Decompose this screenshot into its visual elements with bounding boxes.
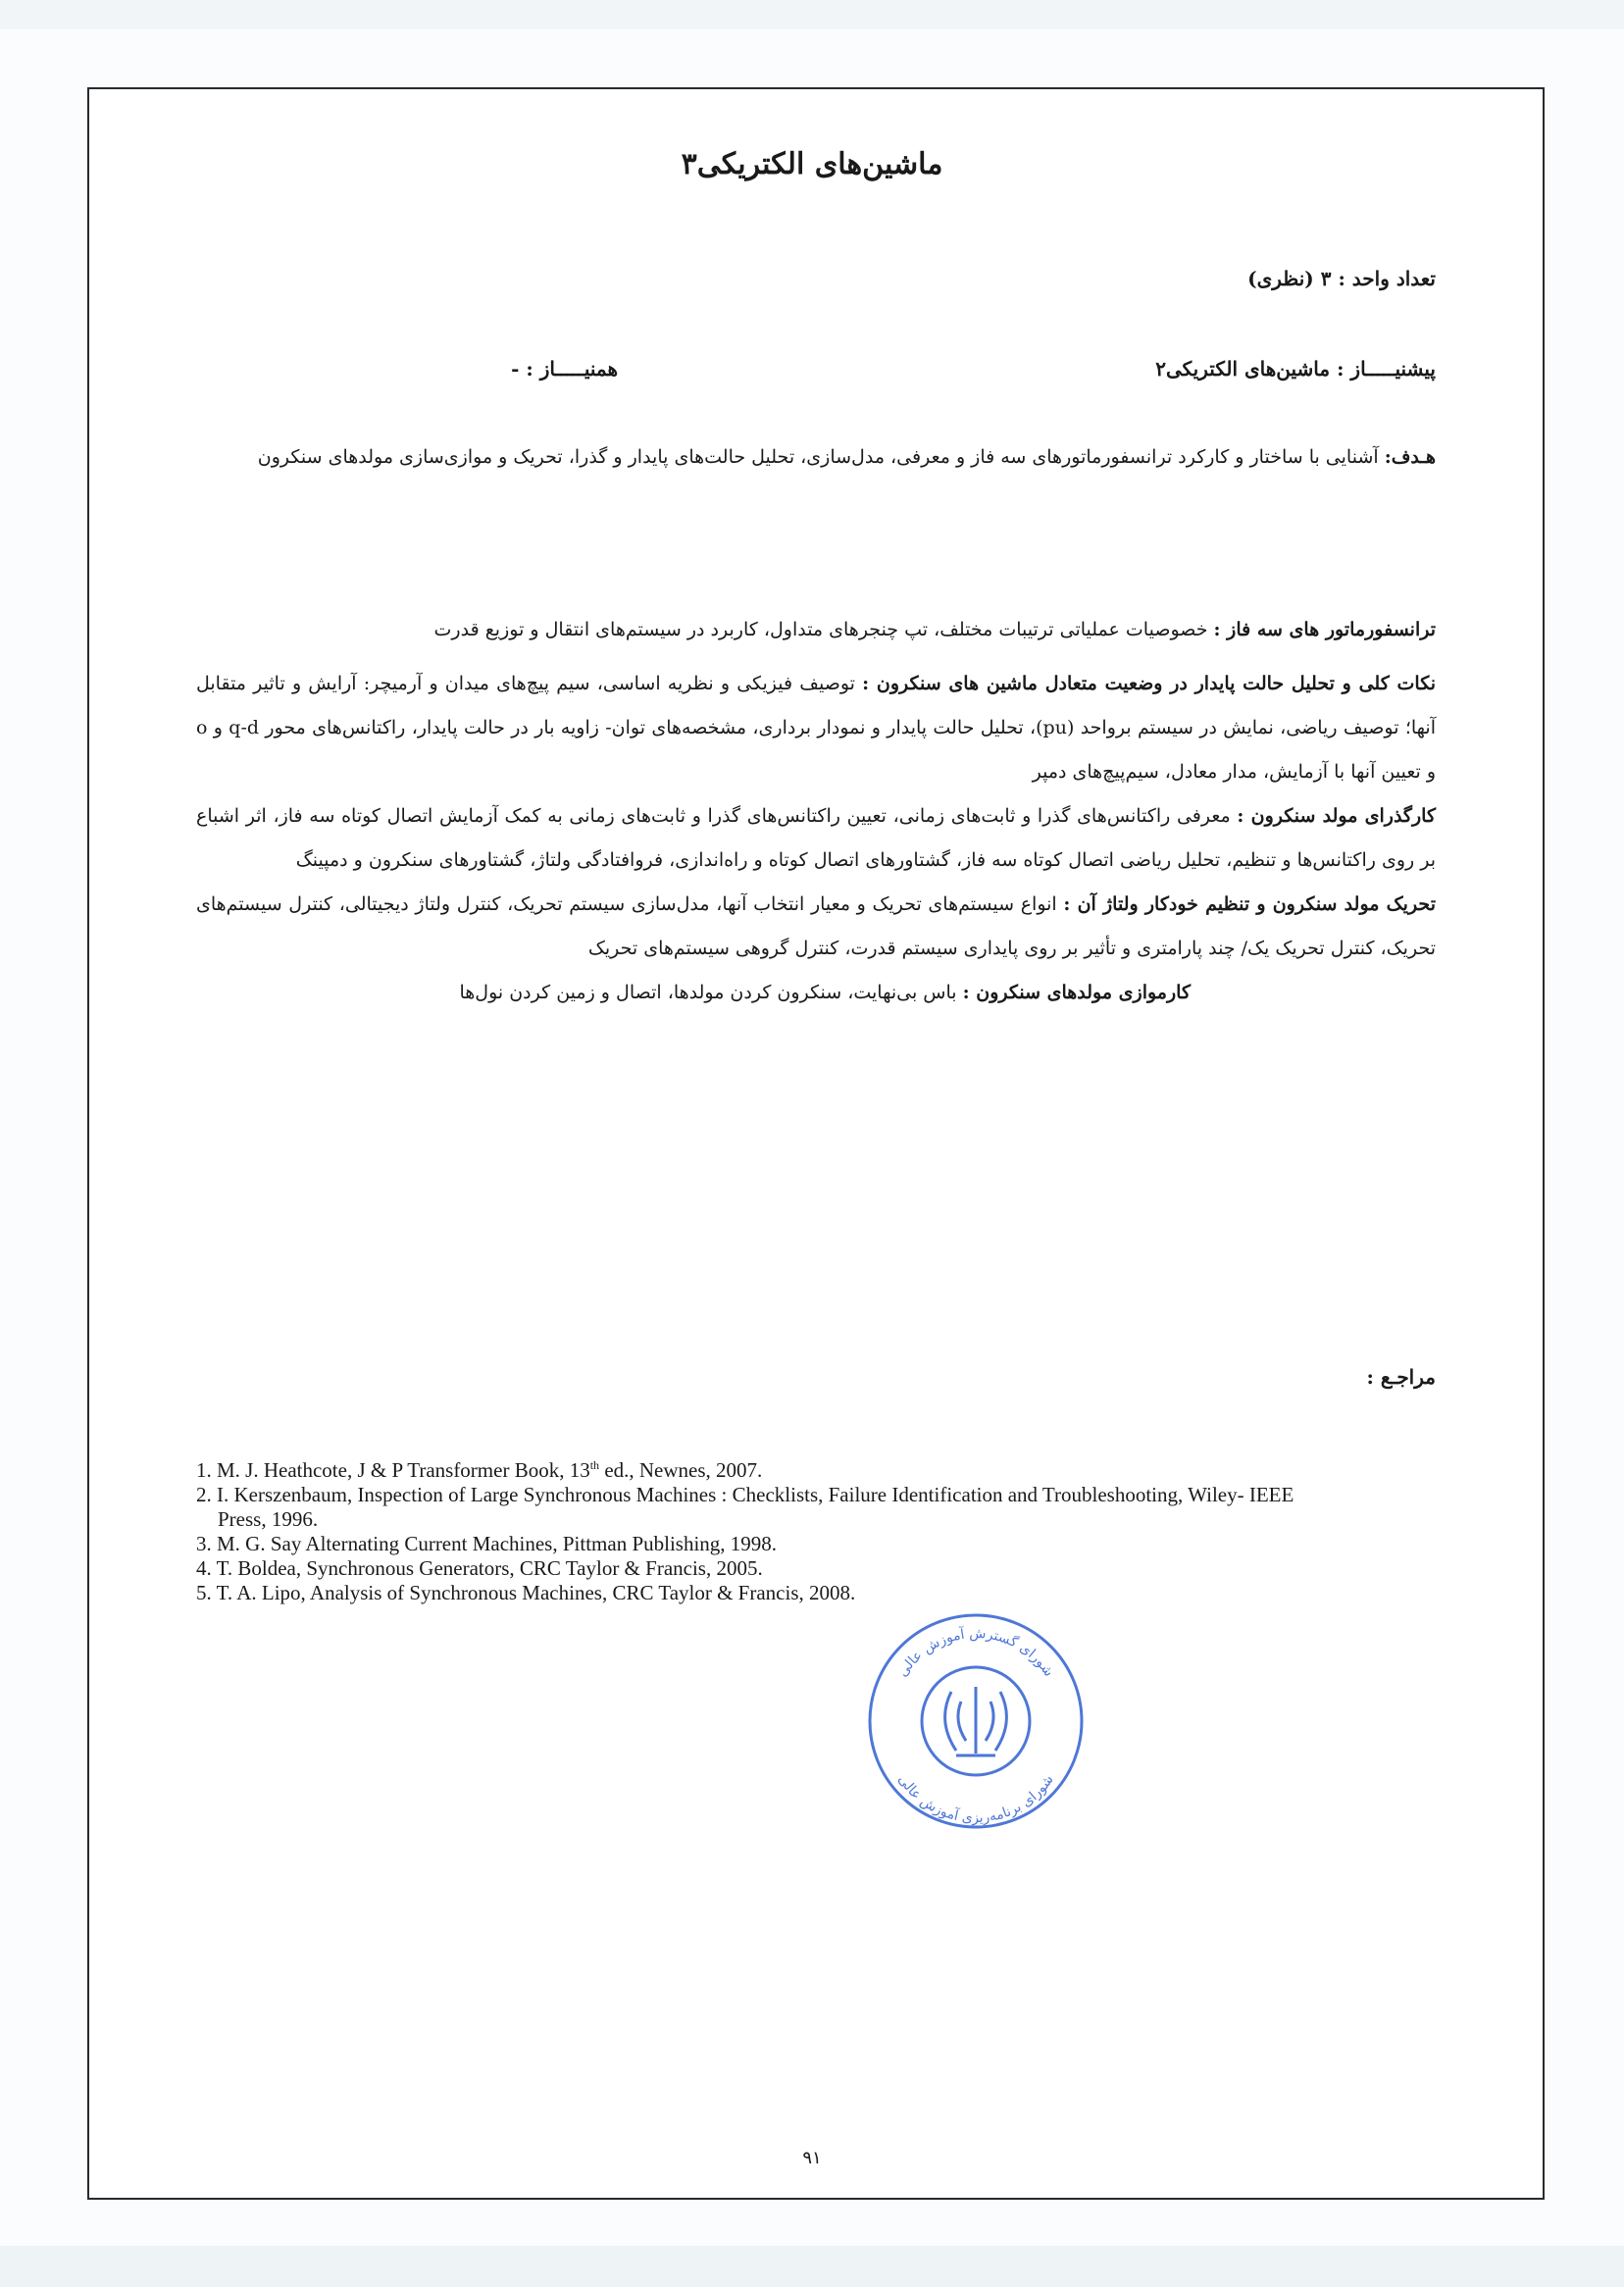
reference-text: 2. I. Kerszenbaum, Inspection of Large Synchronous Machines : Checklists, Failure Identification and Troubleshooting, Wiley- IEEE Press, 1996. [196, 1483, 1294, 1531]
reference-item [196, 1483, 1336, 1532]
scan-bottom-edge [0, 2246, 1624, 2287]
corequisite-value: - [511, 357, 520, 381]
credit-units [1247, 267, 1436, 290]
svg-text:شورای گسترش آموزش عالی [895, 1626, 1057, 1680]
reference-item [196, 1581, 1373, 1605]
topic-item [196, 883, 1436, 971]
reference-text-tail: ed., Newnes, 2007. [599, 1458, 763, 1482]
official-seal-icon [863, 1608, 1089, 1834]
reference-text: 5. T. A. Lipo, Analysis of Synchronous Machines, CRC Taylor & Francis, 2008. [196, 1581, 856, 1604]
topic-heading: کارگذرای مولد سنکرون : [1237, 805, 1436, 827]
topic-text: توصیف فیزیکی و نظریه اساسی، سیم پیچ‌های میدان و آرمیچر: آرایش و تاثیر متقابل آنها؛ توصیف ریاضی، نمایش در سیستم برواحد (pu)، تحلیل حالت پایدار و نمودار برداری، مشخصه‌های توان- زاویه بار در حالت پایدار، راکتانس‌های محور q-d و o و تعیین آنها با آزمایش، مدار معادل، سیم‌پیچ‌های دمپر [196, 673, 1436, 783]
topic-item [196, 971, 1436, 1015]
topic-heading: تحریک مولد سنکرون و تنظیم خودکار ولتاژ آن : [1063, 893, 1436, 915]
references-list [196, 1453, 1373, 1605]
course-topics [196, 608, 1436, 1015]
corequisite [373, 357, 618, 381]
prerequisite-label: پیشنیـــــاز : [1337, 357, 1436, 381]
topic-item [196, 794, 1436, 883]
units-value: ۳ (نظری) [1247, 267, 1332, 290]
page-number: ۹۱ [802, 2148, 822, 2168]
prerequisite [1155, 357, 1436, 381]
topic-text: معرفی راکتانس‌های گذرا و ثابت‌های زمانی، تعیین راکتانس‌های گذرا و ثابت‌های زمانی به کمک آزمایش اتصال کوتاه سه فاز، اثر اشباع بر روی راکتانس‌ها و تنظیم، تحلیل ریاضی اتصال کوتاه سه فاز، گشتاورهای اتصال کوتاه و راه‌اندازی، فروافتادگی ولتاژ، گشتاورهای سنکرون و دمپینگ [196, 805, 1436, 871]
topic-item [196, 662, 1436, 794]
course-goal [196, 435, 1436, 480]
topic-text: باس بی‌نهایت، سنکرون کردن مولدها، اتصال و زمین کردن نول‌ها [459, 982, 957, 1003]
topic-heading: کارموازی مولدهای سنکرون : [962, 982, 1191, 1003]
reference-item [196, 1532, 1373, 1556]
corequisite-label: همنیـــــاز : [526, 357, 618, 381]
seal-text-top: شورای گسترش آموزش عالی [894, 1625, 1057, 1680]
references-heading: مراجـع : [1366, 1365, 1436, 1389]
topic-text: خصوصیات عملیاتی ترتیبات مختلف، تپ چنجرهای متداول، کاربرد در سیستم‌های انتقال و توزیع قدرت [433, 619, 1208, 640]
topic-item [196, 608, 1436, 652]
reference-text: 4. T. Boldea, Synchronous Generators, CRC Taylor & Francis, 2005. [196, 1556, 763, 1580]
topic-heading: نکات کلی و تحلیل حالت پایدار در وضعیت متعادل ماشین های سنکرون : [862, 673, 1436, 694]
units-label: تعداد واحد : [1338, 267, 1436, 290]
prerequisite-value: ماشین‌های الکتریکی۲ [1155, 357, 1331, 381]
reference-superscript: th [589, 1458, 600, 1472]
course-title: ماشین‌های الکتریکی۳ [681, 147, 943, 181]
goal-label: هـدف: [1384, 446, 1436, 468]
goal-text: آشنایی با ساختار و کارکرد ترانسفورماتورهای سه فاز و معرفی، مدل‌سازی، تحلیل حالت‌های پایدار و گذرا، تحریک و موازی‌سازی مولدهای سنکرون [257, 446, 1379, 468]
reference-text: 1. M. J. Heathcote, J & P Transformer Book, 13 [196, 1458, 590, 1482]
topic-text: انواع سیستم‌های تحریک و معیار انتخاب آنها، مدل‌سازی سیستم تحریک، کنترل ولتاژ دیجیتالی، کنترل سیستم‌های تحریک، کنترل تحریک یک/ چند پارامتری و تأثیر بر روی پایداری سیستم قدرت، کنترل گروهی سیستم‌های تحریک [196, 893, 1436, 959]
topic-heading: ترانسفورماتور های سه فاز : [1213, 619, 1436, 640]
reference-item [196, 1556, 1373, 1581]
reference-item [196, 1453, 1373, 1483]
reference-text: 3. M. G. Say Alternating Current Machines, Pittman Publishing, 1998. [196, 1532, 778, 1555]
scan-top-edge [0, 0, 1624, 29]
page-border [87, 87, 1545, 2200]
svg-text:شورای برنامه‌ریزی آموزش عالی [894, 1772, 1056, 1826]
seal-text-bottom: شورای برنامه‌ریزی آموزش عالی [894, 1771, 1057, 1827]
